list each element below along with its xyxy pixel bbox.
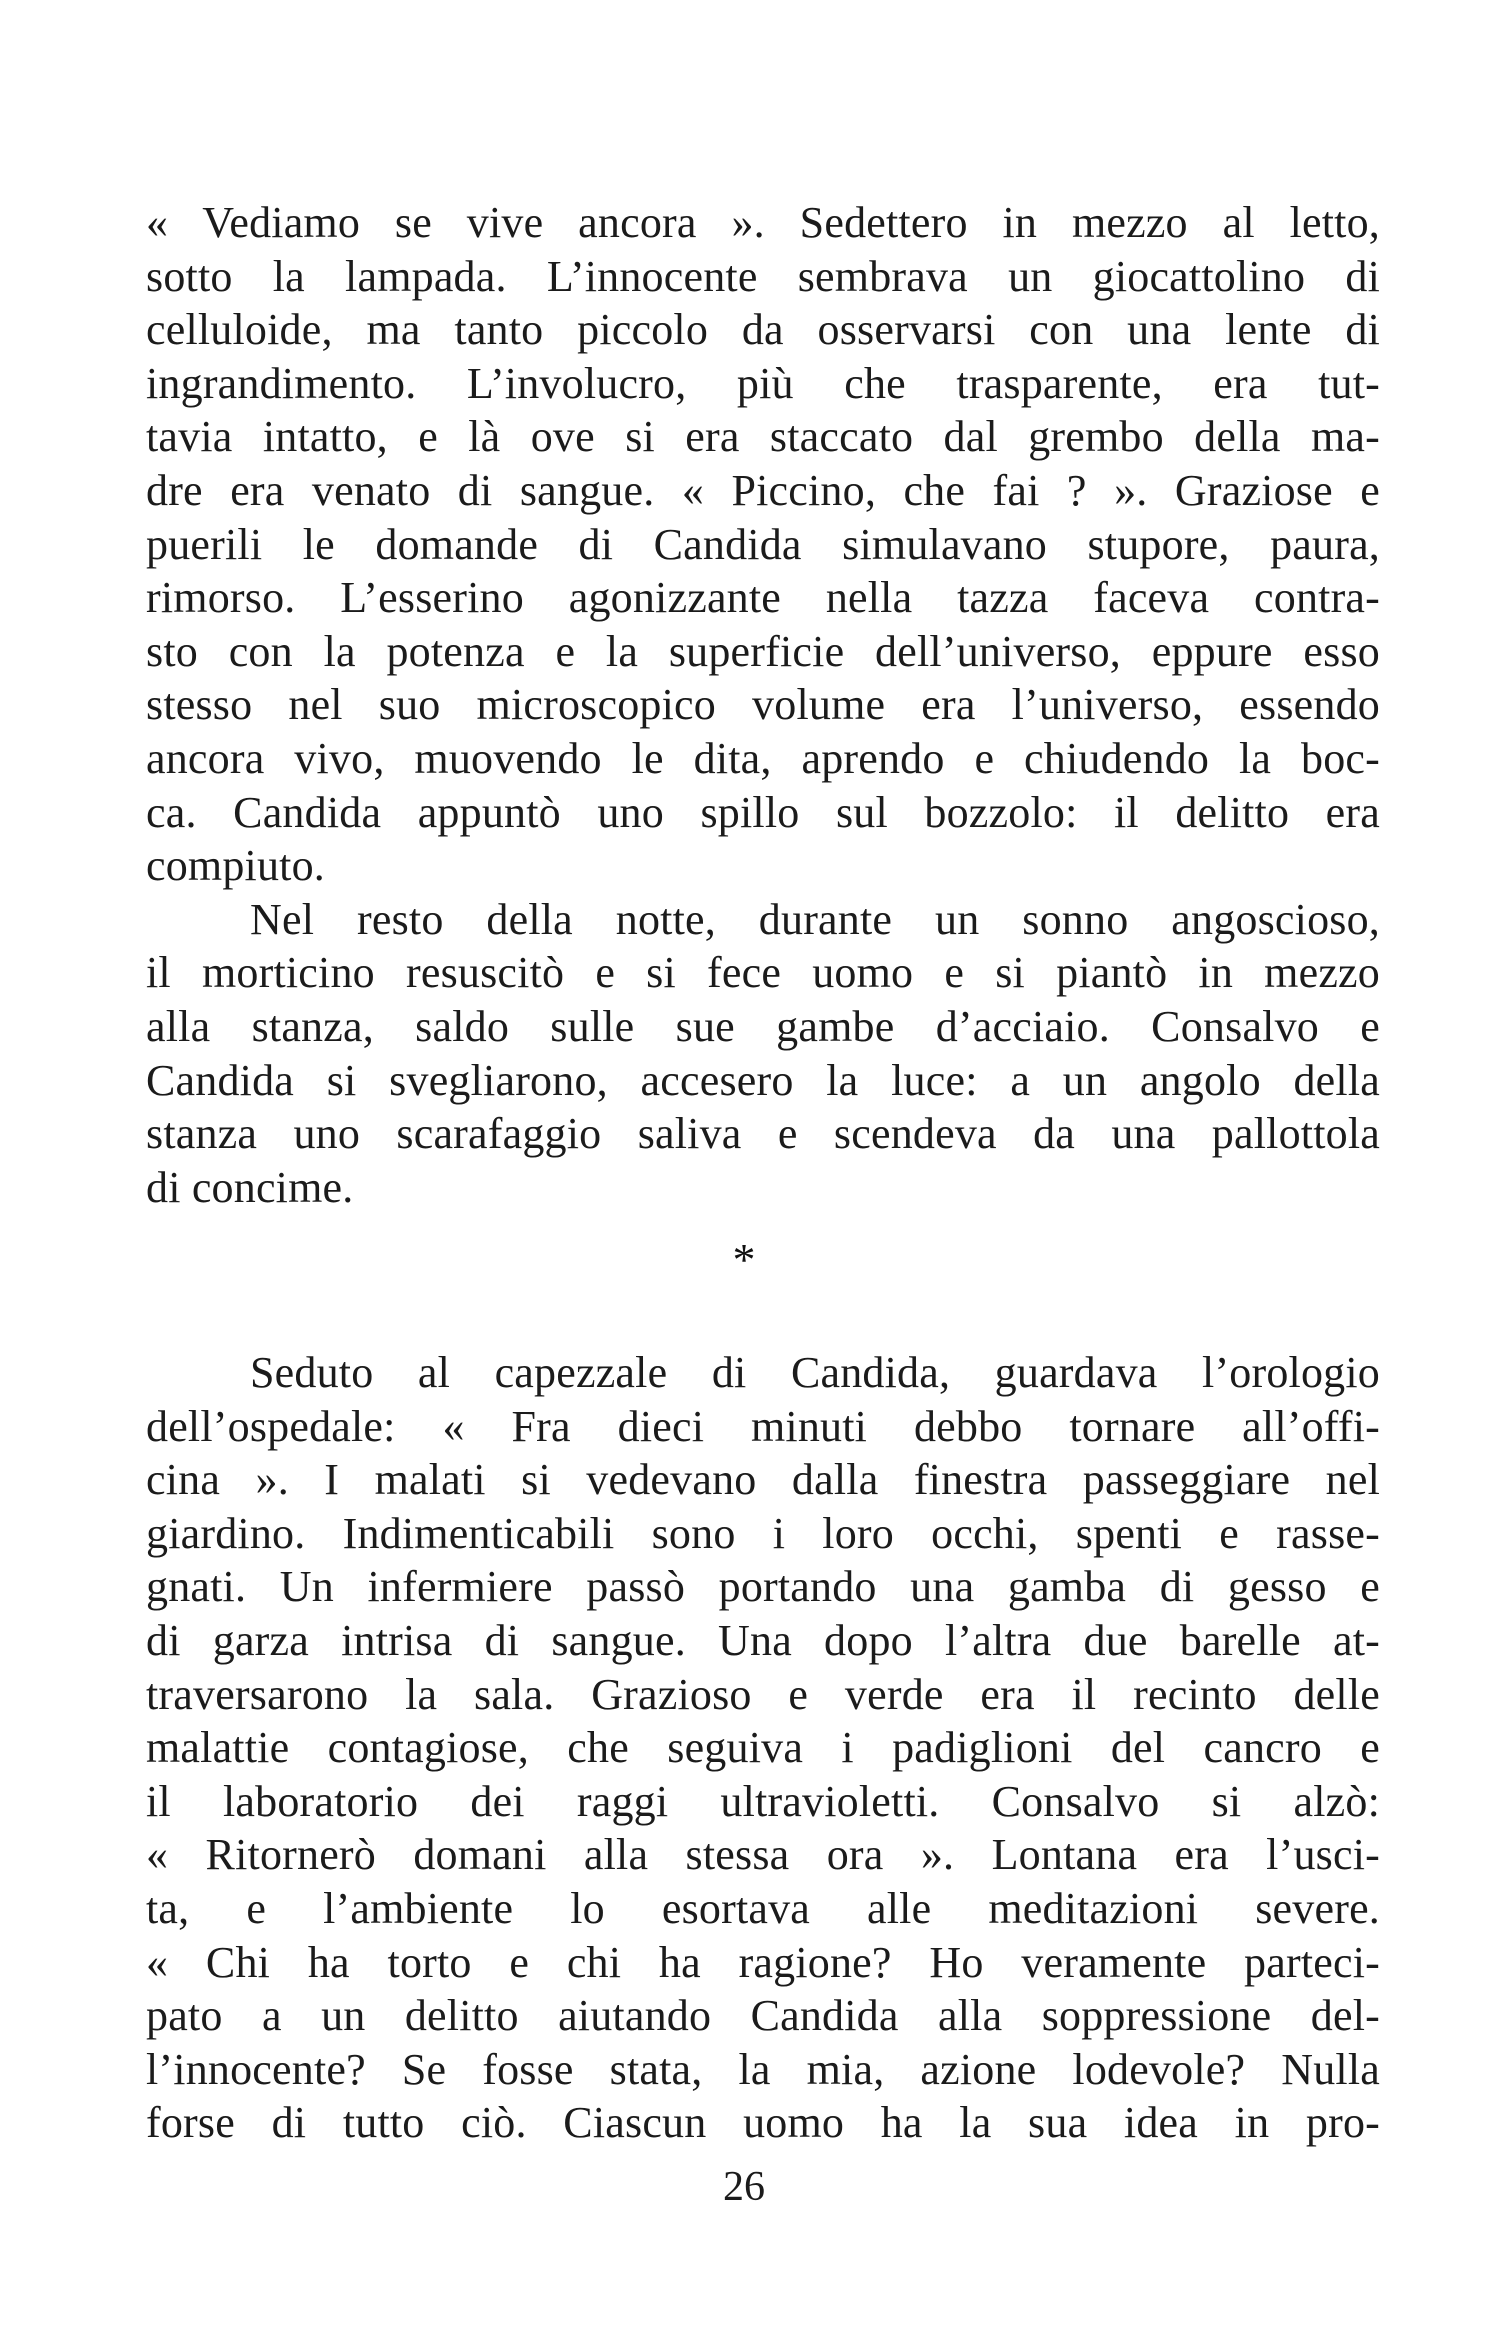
text-line: « Chi ha torto e chi ha ragione? Ho veramente parteci- [146,1937,1380,1987]
text-line: di garza intrisa di sangue. Una dopo l’altra due barelle at- [146,1615,1380,1665]
text-line: Candida si svegliarono, accesero la luce: a un angolo della [146,1055,1380,1105]
text-line: traversarono la sala. Grazioso e verde era il recinto delle [146,1669,1380,1719]
text-line: Seduto al capezzale di Candida, guardava l’orologio [250,1348,1380,1397]
text-line: forse di tutto ciò. Ciascun uomo ha la sua idea in pro- [146,2098,1380,2148]
text-line: ta, e l’ambiente lo esortava alle meditazioni severe. [146,1883,1380,1933]
text-line: pato a un delitto aiutando Candida alla soppressione del- [146,1991,1380,2041]
text-line: il morticino resuscitò e si fece uomo e si piantò in mezzo [146,948,1380,998]
text-line: puerili le domande di Candida simulavano stupore, paura, [146,519,1380,569]
text-line: dre era venato di sangue. « Piccino, che fai ? ». Graziose e [146,465,1380,515]
text-line: l’innocente? Se fosse stata, la mia, azione lodevole? Nulla [146,2044,1380,2094]
text-line: malattie contagiose, che seguiva i padiglioni del cancro e [146,1723,1380,1773]
text-line: gnati. Un infermiere passò portando una gamba di gesso e [146,1562,1380,1612]
text-line: « Vediamo se vive ancora ». Sedettero in mezzo al letto, [146,198,1380,247]
text-line: ingrandimento. L’involucro, più che trasparente, era tut- [146,358,1380,408]
text-line: ca. Candida appuntò uno spillo sul bozzolo: il delitto era [146,787,1380,837]
text-line: alla stanza, saldo sulle sue gambe d’acciaio. Consalvo e [146,1001,1380,1051]
section-separator: * [732,1234,756,1285]
text-line: stanza uno scarafaggio saliva e scendeva da una pallottola [146,1109,1380,1159]
text-line: dell’ospedale: « Fra dieci minuti debbo tornare all’offi- [146,1401,1380,1451]
text-block-bottom [146,1346,1380,2150]
text-line: sotto la lampada. L’innocente sembrava un giocattolino di [146,251,1380,301]
text-line: « Ritornerò domani alla stessa ora ». Lontana era l’usci- [146,1830,1380,1880]
text-line: il laboratorio dei raggi ultravioletti. Consalvo si alzò: [146,1776,1380,1826]
text-line: giardino. Indimenticabili sono i loro occhi, spenti e rasse- [146,1508,1380,1558]
text-line: compiuto. [146,841,326,891]
text-line: sto con la potenza e la superficie dell’universo, eppure esso [146,626,1380,676]
text-block-top [146,196,1380,1214]
text-line: cina ». I malati si vedevano dalla finestra passeggiare nel [146,1455,1380,1505]
text-line: ancora vivo, muovendo le dita, aprendo e chiudendo la boc- [146,733,1380,783]
text-line: stesso nel suo microscopico volume era l’universo, essendo [146,680,1380,730]
text-line: di concime. [146,1162,354,1212]
text-line: Nel resto della notte, durante un sonno angoscioso, [250,894,1380,944]
text-line: celluloide, ma tanto piccolo da osservarsi con una lente di [146,305,1380,355]
page-number: 26 [723,2164,765,2210]
text-line: rimorso. L’esserino agonizzante nella tazza faceva contra- [146,573,1380,623]
text-line: tavia intatto, e là ove si era staccato dal grembo della ma- [146,412,1380,462]
